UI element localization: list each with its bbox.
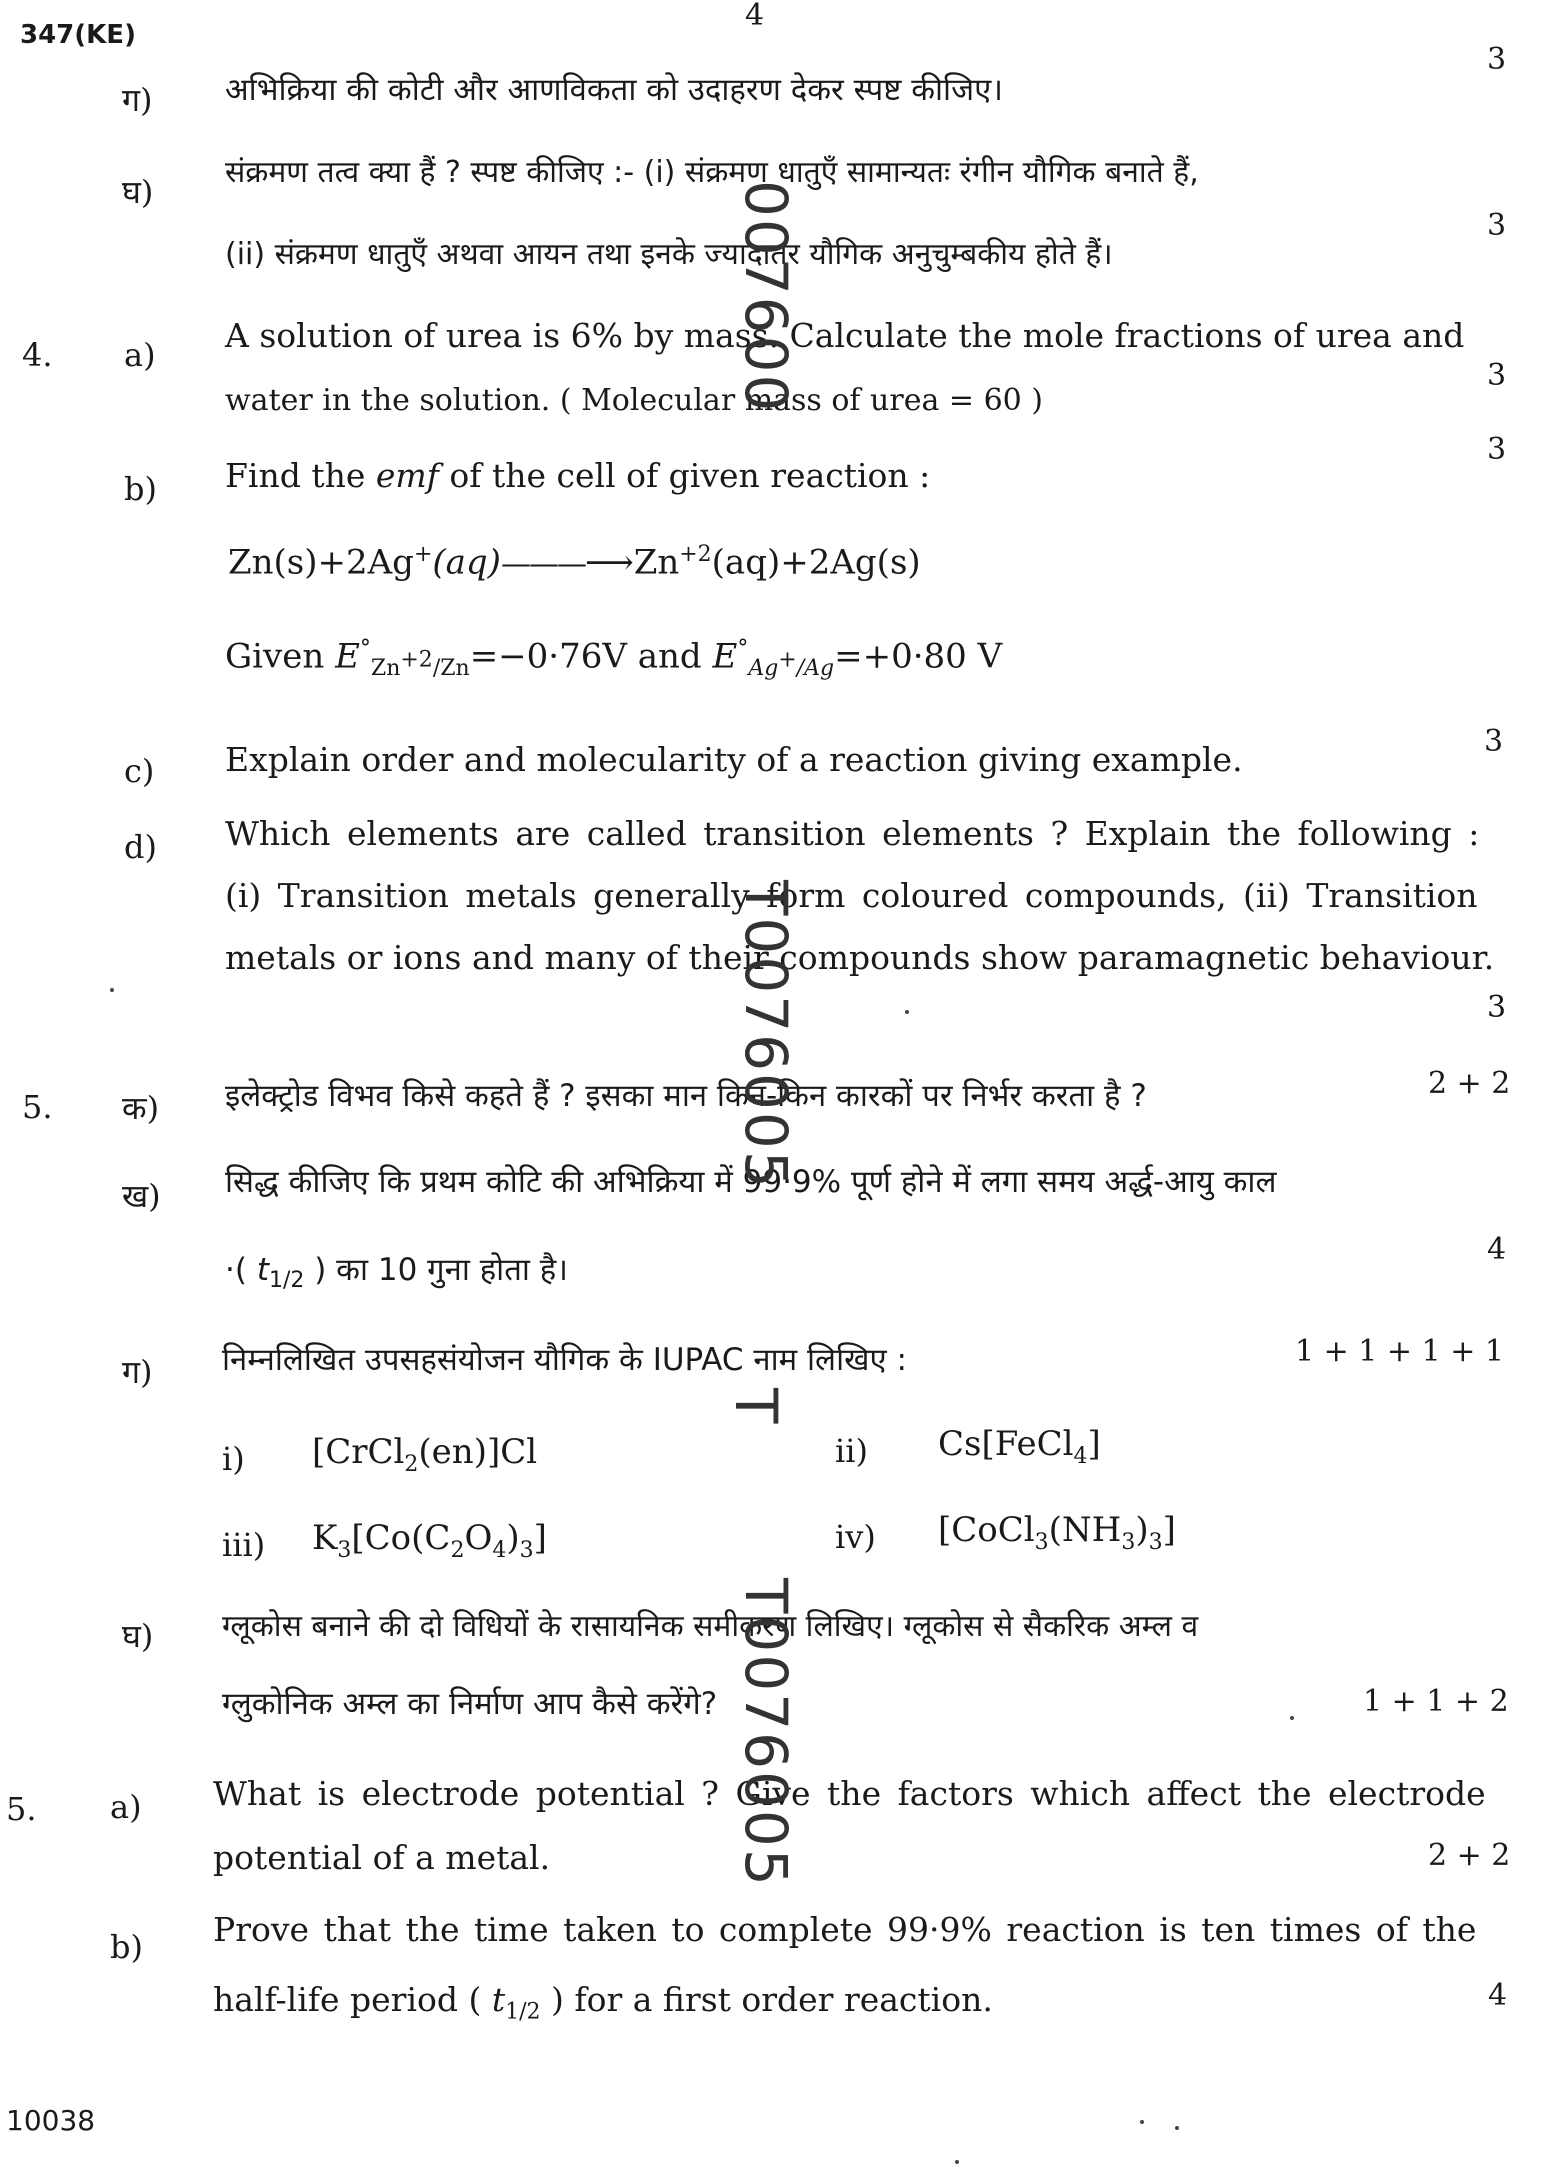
q4d-label: d) bbox=[124, 828, 157, 866]
q4a-marks: 3 bbox=[1487, 358, 1507, 393]
q3-gha-marks: 3 bbox=[1487, 208, 1507, 243]
q5-ga-item-2-formula: Cs[FeCl$_4$] bbox=[938, 1424, 1101, 1469]
q5-gha-line1: ग्लूकोस बनाने की दो विधियों के रासायनिक समीकरण लिखिए। ग्लूकोस से सैकरिक अम्ल व bbox=[222, 1609, 1199, 1644]
q4b-marks: 3 bbox=[1487, 432, 1507, 467]
paper-code: 347(KE) bbox=[20, 20, 136, 50]
q4a-label: a) bbox=[124, 336, 156, 374]
q4d-line1: Which elements are called transition elements ? Explain the following : bbox=[225, 814, 1480, 853]
q5-ga-item-1-label: i) bbox=[222, 1440, 245, 1478]
q5-ga-label: ग) bbox=[122, 1353, 153, 1391]
q5a-marks: 2 + 2 bbox=[1428, 1838, 1511, 1873]
q5-kha-line2: ·( $t_{1/2}$ ) का 10 गुना होता है। bbox=[225, 1252, 568, 1294]
q5-kha-marks: 4 bbox=[1487, 1232, 1507, 1267]
q4d-marks: 3 bbox=[1487, 990, 1507, 1025]
q5-ga-marks: 1 + 1 + 1 + 1 bbox=[1295, 1334, 1504, 1369]
scan-speck bbox=[905, 1010, 909, 1014]
q4d-line3: metals or ions and many of their compounds show paramagnetic behaviour. bbox=[225, 938, 1495, 977]
q5-ga-item-1-formula: [CrCl$_2$(en)]Cl bbox=[312, 1432, 538, 1477]
q3-ga-marks: 3 bbox=[1487, 42, 1507, 77]
q4a-line1: A solution of urea is 6% by mass. Calculate the mole fractions of urea and bbox=[225, 316, 1465, 355]
q5-ka-marks: 2 + 2 bbox=[1428, 1066, 1511, 1101]
q3-gha-label: घ) bbox=[122, 173, 154, 211]
q5-kha-label: ख) bbox=[122, 1177, 161, 1215]
page-number: 4 bbox=[745, 0, 765, 33]
scan-speck bbox=[110, 988, 114, 992]
q5-ga-item-4-label: iv) bbox=[835, 1518, 876, 1556]
q5a-label: a) bbox=[110, 1788, 142, 1826]
watermark-3: T bbox=[722, 1388, 790, 1426]
q5-english-number: 5. bbox=[6, 1790, 37, 1828]
q5a-line1: What is electrode potential ? Give the factors which affect the electrode bbox=[213, 1774, 1486, 1813]
q4b-label: b) bbox=[124, 470, 157, 508]
watermark-1: 007600 bbox=[732, 180, 800, 414]
footer-code: 10038 bbox=[6, 2104, 96, 2137]
q4b-line1: Find the emf of the cell of given reaction : bbox=[225, 456, 931, 495]
q3-ga-text: अभिक्रिया की कोटी और आणविकता को उदाहरण देकर स्पष्ट कीजिए। bbox=[225, 72, 1003, 108]
q5-gha-line2: ग्लुकोनिक अम्ल का निर्माण आप कैसे करेंगे? bbox=[222, 1686, 718, 1722]
q5-gha-marks: 1 + 1 + 2 bbox=[1363, 1684, 1509, 1719]
q5-kha-line1: सिद्ध कीजिए कि प्रथम कोटि की अभिक्रिया में 99·9% पूर्ण होने में लगा समय अर्द्ध-आयु काल bbox=[225, 1164, 1277, 1200]
q3-ga-label: ग) bbox=[122, 81, 153, 119]
q5a-line2: potential of a metal. bbox=[213, 1838, 551, 1877]
q4c-text: Explain order and molecularity of a reaction giving example. bbox=[225, 740, 1243, 779]
q4c-marks: 3 bbox=[1484, 724, 1504, 759]
scan-speck bbox=[1290, 1716, 1294, 1720]
q5b-label: b) bbox=[110, 1928, 143, 1966]
q5-hindi-number: 5. bbox=[22, 1088, 53, 1126]
q5-ga-item-2-label: ii) bbox=[835, 1432, 868, 1470]
scan-speck bbox=[1140, 2120, 1144, 2124]
q5-ga-item-4-formula: $[CoCl_3(NH_3)_3]$ bbox=[938, 1510, 1176, 1555]
q4b-equation: $Zn(s)+2Ag^+(aq)———⟶Zn^{+2}(aq)+2Ag(s)$ bbox=[228, 542, 921, 583]
q5-ga-item-3-label: iii) bbox=[222, 1526, 266, 1564]
q5-gha-label: घ) bbox=[122, 1617, 154, 1655]
q4d-line2: (i) Transition metals generally form coloured compounds, (ii) Transition bbox=[225, 876, 1478, 915]
q5b-line2: half-life period ( $t_{1/2}$ ) for a first order reaction. bbox=[213, 1980, 993, 2025]
q3-gha-line1: संक्रमण तत्व क्या हैं ? स्पष्ट कीजिए :- (i) संक्रमण धातुएँ सामान्यतः रंगीन यौगिक बनाते हैं, bbox=[225, 155, 1199, 190]
q4-number: 4. bbox=[22, 336, 53, 374]
q5-ga-text: निम्नलिखित उपसहसंयोजन यौगिक के IUPAC नाम लिखिए : bbox=[222, 1342, 907, 1378]
scan-speck bbox=[955, 2160, 959, 2164]
q4a-line2: water in the solution. ( Molecular mass of urea = 60 ) bbox=[225, 383, 1043, 418]
q5-ka-text: इलेक्ट्रोड विभव किसे कहते हैं ? इसका मान किन-किन कारकों पर निर्भर करता है ? bbox=[225, 1078, 1147, 1114]
q5b-line1: Prove that the time taken to complete 99·9% reaction is ten times of the bbox=[213, 1910, 1477, 1949]
q4b-given: Given $E^\circ_{Zn^{+2}/Zn}=-0\cdot 76V$ and $E^\circ_{Ag^+/Ag}=+0\cdot 80$ V bbox=[225, 636, 1003, 682]
watermark-2: T0076005 bbox=[732, 880, 800, 1190]
q4c-label: c) bbox=[124, 752, 155, 790]
scan-speck bbox=[1175, 2126, 1179, 2130]
q3-gha-line2: (ii) संक्रमण धातुएँ अथवा आयन तथा इनके ज्यादातर यौगिक अनुचुम्बकीय होते हैं। bbox=[225, 237, 1113, 272]
q5-ga-item-3-formula: $K_3[Co(C_2O_4)_3]$ bbox=[312, 1518, 547, 1563]
q5b-marks: 4 bbox=[1488, 1978, 1508, 2013]
q5-ka-label: क) bbox=[122, 1089, 160, 1127]
watermark-4: T0076005 bbox=[732, 1578, 800, 1888]
